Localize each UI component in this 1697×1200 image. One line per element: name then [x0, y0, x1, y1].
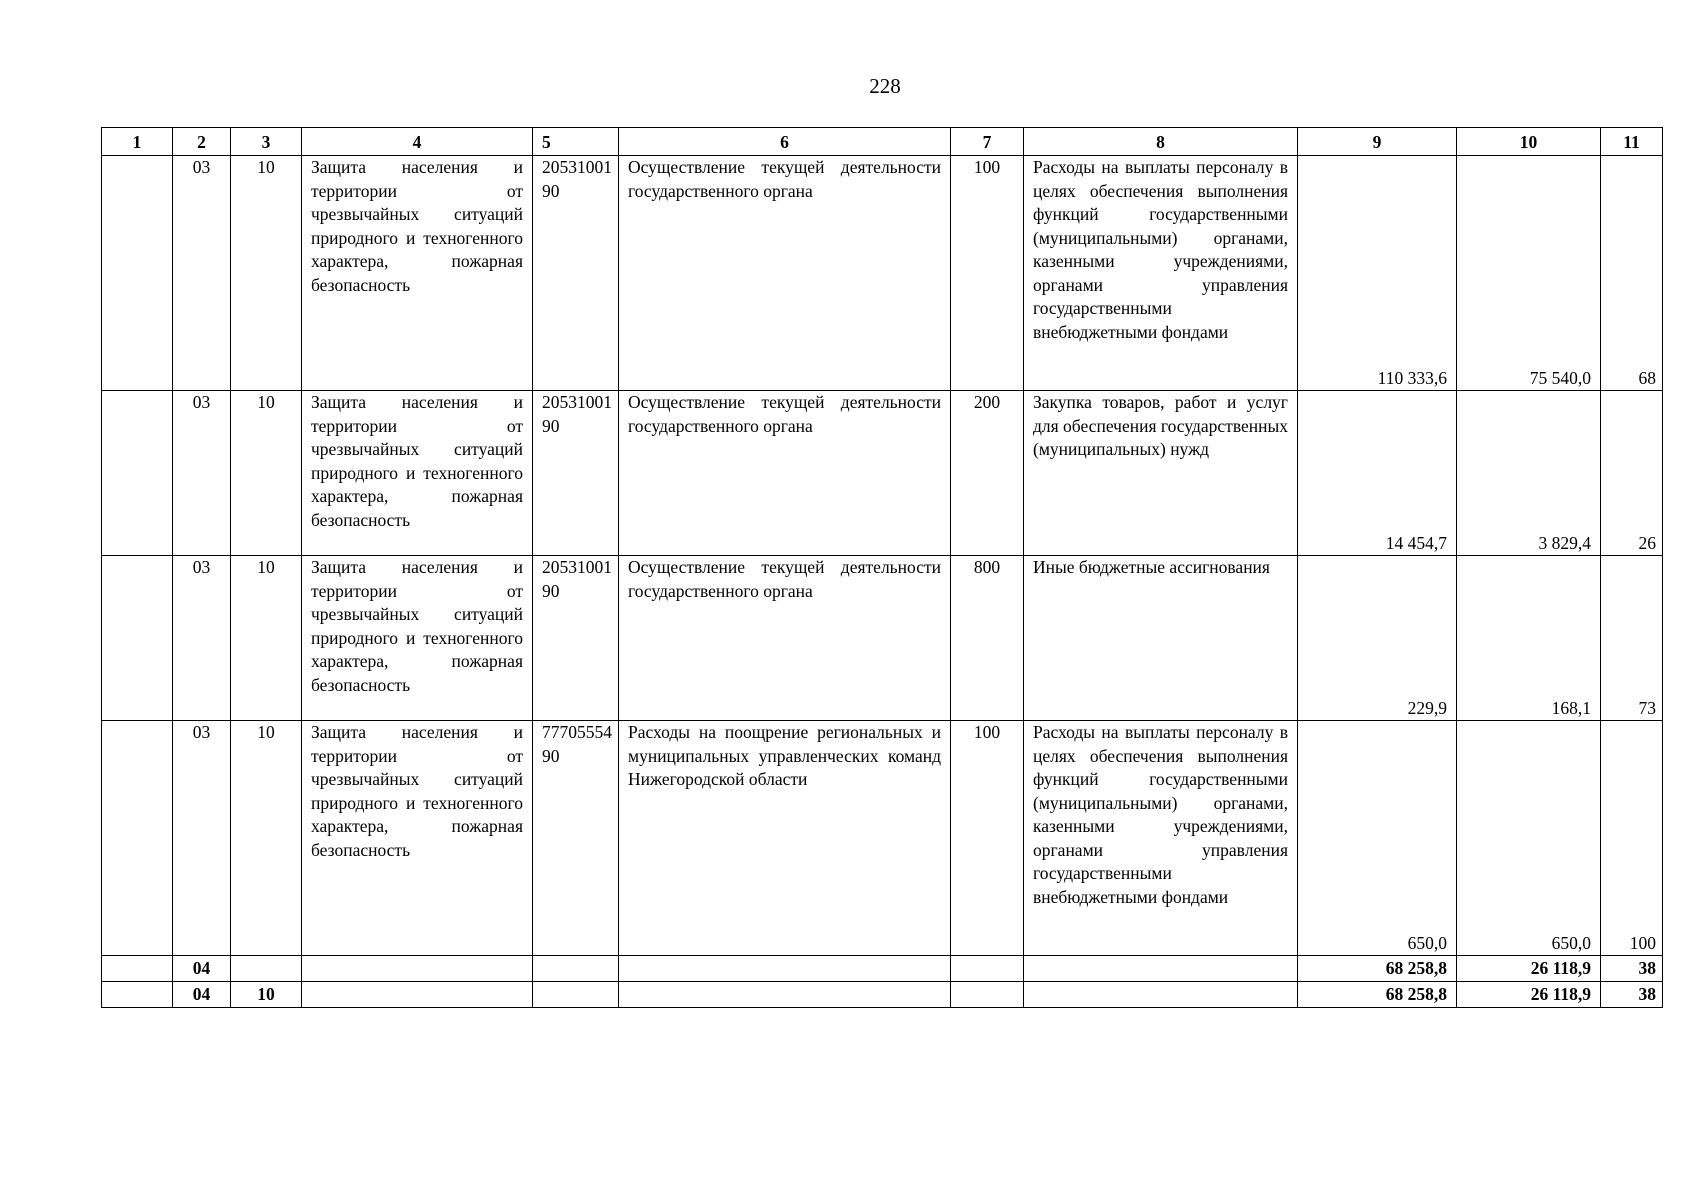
cell-expense-type: 100 — [951, 156, 1024, 391]
cell-section-name: Защита населения и территории от чрезвычайных ситуаций природного и техногенного характера, пожарная безопасность — [302, 391, 533, 556]
header-cell-10: 10 — [1457, 128, 1601, 156]
header-cell-11: 11 — [1601, 128, 1663, 156]
cell-col1 — [102, 982, 173, 1008]
total-row — [102, 956, 1663, 982]
table-row — [102, 391, 1663, 556]
cell-section-name: Защита населения и территории от чрезвычайных ситуаций природного и техногенного характера, пожарная безопасность — [302, 721, 533, 956]
cell-expense-type-name — [1024, 982, 1298, 1008]
header-cell-9: 9 — [1298, 128, 1457, 156]
cell-actual: 3 829,4 — [1457, 391, 1601, 556]
cell-article-name: Осуществление текущей деятельности государственного органа — [619, 556, 951, 721]
table-row — [102, 156, 1663, 391]
total-row — [102, 982, 1663, 1008]
page-number: 228 — [869, 74, 901, 98]
cell-actual: 168,1 — [1457, 556, 1601, 721]
cell-expense-type-name — [1024, 956, 1298, 982]
cell-subsection: 10 — [231, 721, 302, 956]
header-cell-5: 5 — [533, 128, 619, 156]
cell-col1 — [102, 391, 173, 556]
header-cell-7: 7 — [951, 128, 1024, 156]
cell-target-article — [533, 982, 619, 1008]
cell-article-name: Расходы на поощрение региональных и муниципальных управленческих команд Нижегородской области — [619, 721, 951, 956]
cell-target-article: 2053100190 — [533, 156, 619, 391]
cell-actual: 26 118,9 — [1457, 956, 1601, 982]
cell-section-name: Защита населения и территории от чрезвычайных ситуаций природного и техногенного характера, пожарная безопасность — [302, 156, 533, 391]
cell-target-article — [533, 956, 619, 982]
cell-expense-type: 200 — [951, 391, 1024, 556]
cell-plan: 229,9 — [1298, 556, 1457, 721]
cell-percent: 100 — [1601, 721, 1663, 956]
header-cell-1: 1 — [102, 128, 173, 156]
cell-expense-type-name: Закупка товаров, работ и услуг для обеспечения государственных (муниципальных) нужд — [1024, 391, 1298, 556]
cell-subsection: 10 — [231, 556, 302, 721]
cell-actual: 75 540,0 — [1457, 156, 1601, 391]
cell-target-article: 2053100190 — [533, 391, 619, 556]
cell-target-article: 7770555490 — [533, 721, 619, 956]
header-cell-4: 4 — [302, 128, 533, 156]
cell-article-name — [619, 956, 951, 982]
cell-article-name — [619, 982, 951, 1008]
cell-section: 03 — [173, 556, 231, 721]
cell-subsection: 10 — [231, 982, 302, 1008]
cell-expense-type: 100 — [951, 721, 1024, 956]
cell-percent: 73 — [1601, 556, 1663, 721]
cell-subsection: 10 — [231, 391, 302, 556]
cell-expense-type-name: Расходы на выплаты персоналу в целях обеспечения выполнения функций государственными (муниципальными) органами, казенными учреждениями, органами управления государственными внебюджетными фондами — [1024, 721, 1298, 956]
cell-col1 — [102, 156, 173, 391]
header-cell-6: 6 — [619, 128, 951, 156]
header-row — [102, 128, 1663, 156]
header-cell-2: 2 — [173, 128, 231, 156]
cell-percent: 68 — [1601, 156, 1663, 391]
cell-expense-type — [951, 956, 1024, 982]
cell-expense-type: 800 — [951, 556, 1024, 721]
cell-percent: 38 — [1601, 956, 1663, 982]
table-row — [102, 721, 1663, 956]
cell-col1 — [102, 721, 173, 956]
cell-col1 — [102, 556, 173, 721]
cell-plan: 68 258,8 — [1298, 982, 1457, 1008]
table-row — [102, 556, 1663, 721]
cell-section: 04 — [173, 982, 231, 1008]
cell-actual: 26 118,9 — [1457, 982, 1601, 1008]
cell-subsection — [231, 956, 302, 982]
cell-section: 03 — [173, 721, 231, 956]
header-cell-8: 8 — [1024, 128, 1298, 156]
cell-expense-type-name: Иные бюджетные ассигнования — [1024, 556, 1298, 721]
cell-section-name — [302, 956, 533, 982]
cell-percent: 38 — [1601, 982, 1663, 1008]
cell-plan: 68 258,8 — [1298, 956, 1457, 982]
cell-percent: 26 — [1601, 391, 1663, 556]
cell-plan: 14 454,7 — [1298, 391, 1457, 556]
cell-article-name: Осуществление текущей деятельности государственного органа — [619, 391, 951, 556]
cell-expense-type — [951, 982, 1024, 1008]
cell-section: 03 — [173, 156, 231, 391]
cell-section: 03 — [173, 391, 231, 556]
cell-subsection: 10 — [231, 156, 302, 391]
cell-col1 — [102, 956, 173, 982]
cell-section: 04 — [173, 956, 231, 982]
header-cell-3: 3 — [231, 128, 302, 156]
cell-section-name: Защита населения и территории от чрезвычайных ситуаций природного и техногенного характера, пожарная безопасность — [302, 556, 533, 721]
cell-target-article: 2053100190 — [533, 556, 619, 721]
cell-expense-type-name: Расходы на выплаты персоналу в целях обеспечения выполнения функций государственными (муниципальными) органами, казенными учреждениями, органами управления государственными внебюджетными фондами — [1024, 156, 1298, 391]
cell-article-name: Осуществление текущей деятельности государственного органа — [619, 156, 951, 391]
cell-actual: 650,0 — [1457, 721, 1601, 956]
cell-section-name — [302, 982, 533, 1008]
cell-plan: 650,0 — [1298, 721, 1457, 956]
budget-table — [101, 127, 1663, 1008]
cell-plan: 110 333,6 — [1298, 156, 1457, 391]
